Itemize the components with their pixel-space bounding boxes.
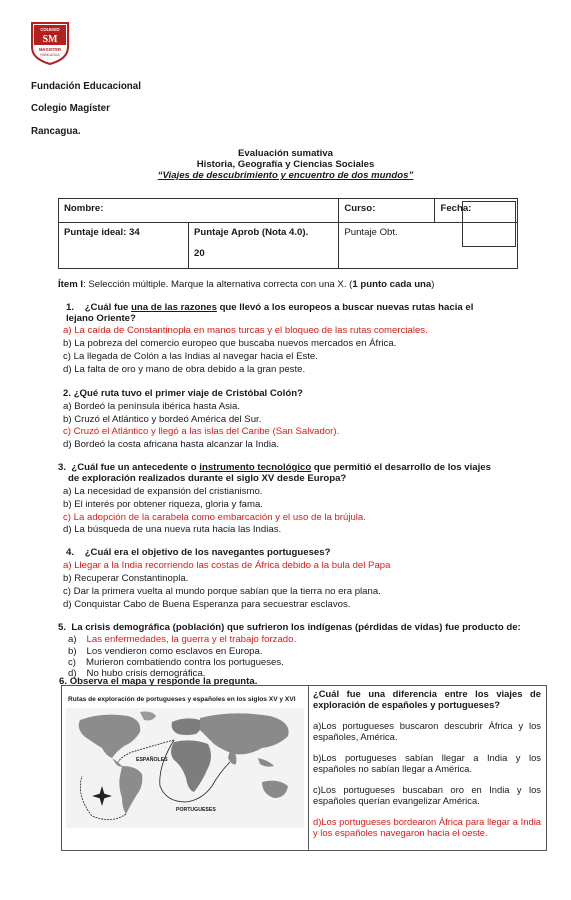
q6-option-d[interactable]: d)Los portugueses bordearon África para llegar a India y los españoles navegaron hacia el oeste.: [313, 816, 541, 838]
question-number: 1.: [66, 302, 75, 313]
question-text: Observa el mapa y responde la pregunta.: [69, 676, 258, 687]
approval-score-label: Puntaje Aprob (Nota 4.0).: [194, 227, 309, 238]
question-text: La crisis demográfica (población) que sufrieron los indígenas (pérdidas de vidas) fue producto de:: [71, 622, 521, 633]
svg-text:MAGISTER: MAGISTER: [38, 47, 62, 52]
question-3: [58, 462, 491, 473]
svg-text:SM: SM: [42, 34, 58, 45]
question-3-cont: de exploración realizados durante el siglo XV desde Europa?: [68, 473, 347, 484]
question-number: 5.: [58, 622, 67, 633]
option-letter: b): [68, 646, 77, 657]
option-letter: a): [68, 634, 77, 645]
q2-option-d[interactable]: d) Bordeó la costa africana hasta alcanzar la India.: [63, 439, 279, 450]
question-text: ¿Cuál era el objetivo de los navegantes portugueses?: [84, 547, 331, 558]
option-text: No hubo crisis demográfica.: [86, 668, 206, 679]
exploration-map: [62, 686, 309, 850]
name-field[interactable]: Nombre:: [59, 199, 339, 223]
approval-score-value: 20: [194, 248, 205, 259]
school-logo: [29, 21, 71, 65]
label-portuguese: PORTUGUESES: [176, 807, 216, 813]
map-question-box: [61, 685, 547, 851]
question-text: ¿Cuál fue un antecedente o: [71, 462, 200, 473]
eval-title: Evaluación sumativa: [238, 148, 333, 159]
q1-option-b[interactable]: b) La pobreza del comercio europeo que buscaba nuevos mercados en África.: [63, 338, 397, 349]
q2-option-a[interactable]: a) Bordeó la península ibérica hasta Asia.: [63, 401, 241, 412]
item-label: Ítem I: [58, 279, 84, 290]
question-text: ¿Qué ruta tuvo el primer viaje de Cristóbal Colón?: [73, 388, 303, 399]
question-text: que llevó a los europeos a buscar nuevas rutas hacia el: [216, 302, 474, 313]
q6-option-b[interactable]: b)Los portugueses sabían llegar a India y los españoles no sabían llegar a América.: [313, 752, 541, 774]
q1-option-c[interactable]: c) La llegada de Colón a las Indias al navegar hacia el Este.: [63, 351, 318, 362]
instructions-suffix: ): [431, 279, 435, 290]
obtained-score[interactable]: Puntaje Obt.: [339, 223, 518, 269]
q6-option-a[interactable]: a)Los portugueses buscaron descubrir África y los españoles, América.: [313, 720, 541, 742]
q6-option-c[interactable]: c)Los portugueses buscaban oro en India y los españoles querían evangelizar América.: [313, 784, 541, 806]
q4-option-a[interactable]: a) Llegar a la India recorriendo las costas de África debido a la bula del Papa: [63, 560, 391, 571]
question-emphasis: instrumento tecnológico: [199, 462, 312, 473]
q4-option-d[interactable]: d) Conquistar Cabo de Buena Esperanza para secuestrar esclavos.: [63, 599, 351, 610]
q3-option-a[interactable]: a) La necesidad de expansión del cristianismo.: [63, 486, 263, 497]
q4-option-b[interactable]: b) Recuperar Constantinopla.: [63, 573, 189, 584]
world-map-illustration: [62, 706, 308, 850]
question-number: 3.: [58, 462, 67, 473]
q6-question: ¿Cuál fue una diferencia entre los viajes de exploración de españoles y portugueses?: [313, 688, 541, 710]
question-text: que permitió el desarrollo de los viajes: [311, 462, 491, 473]
subject-title: Historia, Geografía y Ciencias Sociales: [196, 159, 375, 170]
foundation-name: Fundación Educacional: [31, 81, 141, 92]
course-field[interactable]: Curso:: [339, 199, 435, 223]
q6-panel: [313, 688, 541, 848]
q3-option-c[interactable]: c) La adopción de la carabela como embarcación y el uso de la brújula.: [63, 512, 366, 523]
student-info-table: [58, 198, 518, 270]
q5-option-c[interactable]: [68, 657, 284, 668]
question-2: [63, 388, 303, 399]
unit-title: “Viajes de descubrimiento y encuentro de dos mundos”: [157, 170, 414, 181]
question-number: 2.: [63, 388, 72, 399]
school-name: Colegio Magíster: [31, 103, 110, 114]
q5-option-a[interactable]: [68, 634, 296, 645]
q2-option-b[interactable]: b) Cruzó el Atlántico y bordeó América del Sur.: [63, 414, 262, 425]
instructions-points: 1 punto cada una: [352, 279, 432, 290]
question-1-cont: lejano Oriente?: [66, 313, 136, 324]
option-letter: c): [68, 657, 76, 668]
q1-option-a[interactable]: a) La caída de Constantinopla en manos turcas y el bloqueo de las rutas comerciales.: [63, 325, 428, 336]
q4-option-c[interactable]: c) Dar la primera vuelta al mundo porque sabían que la tierra no era plana.: [63, 586, 381, 597]
option-text: Murieron combatiendo contra los portugueses.: [86, 657, 284, 668]
option-letter: d): [68, 668, 77, 679]
q3-option-b[interactable]: b) El interés por obtener riqueza, gloria y fama.: [63, 499, 263, 510]
question-1: [66, 302, 473, 313]
question-5: [58, 622, 521, 633]
school-city: Rancagua.: [31, 126, 81, 137]
q2-option-c[interactable]: c) Cruzó el Atlántico y llegó a las islas del Caribe (San Salvador).: [63, 426, 340, 437]
svg-text:RANCAGUA: RANCAGUA: [40, 53, 60, 57]
approval-score: [189, 223, 339, 269]
option-text: Los vendieron como esclavos en Europa.: [86, 646, 263, 657]
q3-option-d[interactable]: d) La búsqueda de una nueva ruta hacia las Indias.: [63, 524, 282, 535]
q5-option-b[interactable]: [68, 646, 263, 657]
grade-box[interactable]: [462, 201, 516, 247]
label-spaniards: ESPAÑOLES: [136, 757, 168, 763]
q1-option-d[interactable]: d) La falta de oro y mano de obra debido a la gran peste.: [63, 364, 306, 375]
question-number: 6.: [59, 676, 68, 687]
option-text: Las enfermedades, la guerra y el trabajo forzado.: [86, 634, 297, 645]
instructions: [58, 279, 434, 290]
ideal-score: Puntaje ideal: 34: [59, 223, 189, 269]
instructions-text: : Selección múltiple. Marque la alternativa correcta con una X. (: [83, 279, 353, 290]
question-number: 4.: [66, 547, 75, 558]
svg-text:COLEGIO: COLEGIO: [40, 27, 60, 32]
question-text: ¿Cuál fue: [84, 302, 132, 313]
question-4: [66, 547, 330, 558]
date-field[interactable]: Fecha:: [435, 199, 518, 223]
map-title: Rutas de exploración de portugueses y españoles en los siglos XV y XVI: [68, 696, 296, 703]
question-emphasis: una de las razones: [131, 302, 217, 313]
